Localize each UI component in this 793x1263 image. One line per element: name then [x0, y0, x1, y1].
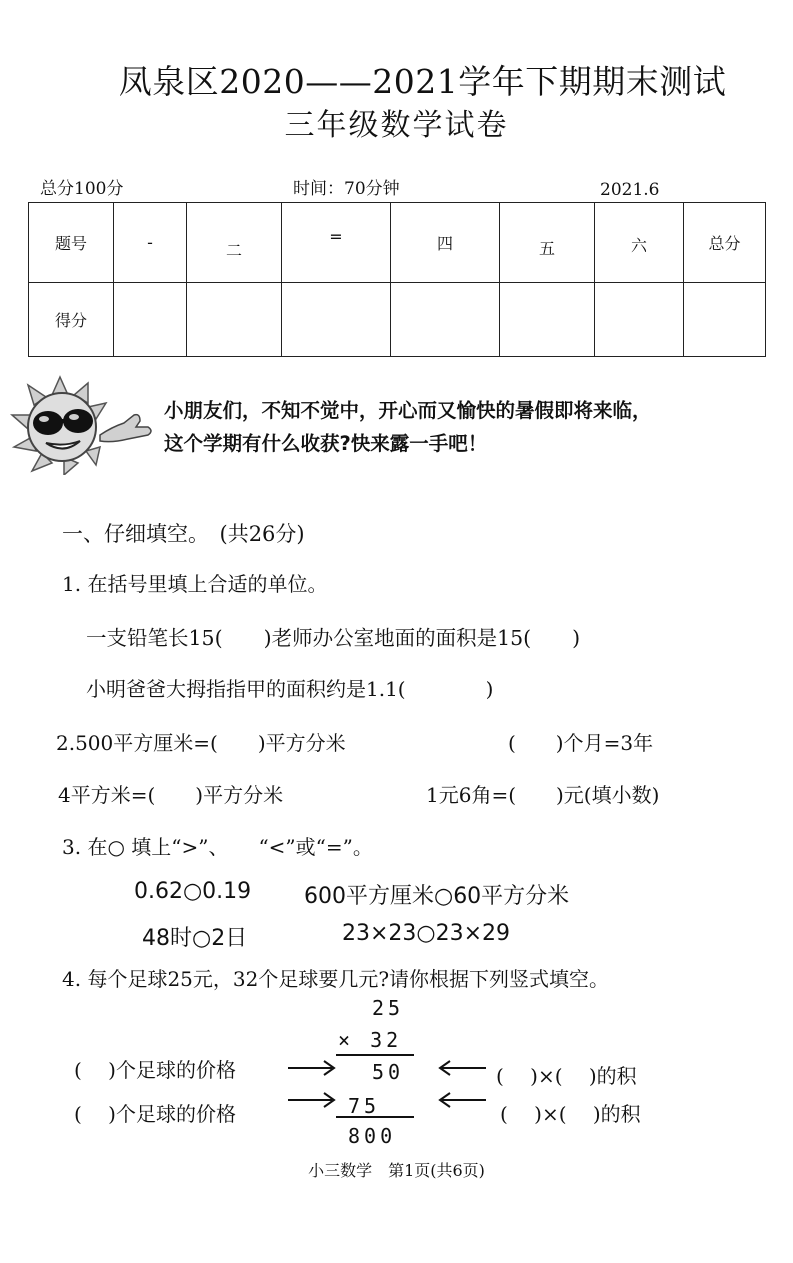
q4-stem: 4. 每个足球25元，32个足球要几元?请你根据下列竖式填空。: [62, 967, 610, 991]
arrow-right-icon: [286, 1058, 338, 1078]
q1-line1: 一支铅笔长15( )老师办公室地面的面积是15( ): [86, 626, 581, 650]
score-cell[interactable]: [684, 283, 766, 357]
q1-stem: 1. 在括号里填上合适的单位。: [62, 572, 328, 596]
sun-mascot-icon: [8, 375, 160, 475]
q3-item: 0.62○0.19: [134, 879, 252, 904]
q2-line1b: ( )个月=3年: [508, 731, 654, 755]
q4-right-label-1: ( )×( )的积: [496, 1064, 637, 1088]
arrow-left-icon: [436, 1058, 488, 1078]
intro-line-1: 小朋友们，不知不觉中，开心而又愉快的暑假即将来临，: [164, 399, 652, 422]
section1-heading: 一、仔细填空。 (共26分): [62, 522, 305, 546]
q2-line2b: 1元6角=( )元(填小数): [426, 783, 660, 807]
score-cell[interactable]: [500, 283, 595, 357]
q3-item: 48时○2日: [142, 926, 248, 951]
arrow-left-icon: [436, 1090, 488, 1110]
calc-partial-2: 75: [348, 1094, 381, 1118]
header-cell: 题号: [29, 203, 114, 283]
calc-rule: [336, 1054, 414, 1056]
score-table-header-row: [29, 203, 766, 283]
header-cell: 五: [500, 203, 595, 283]
total-score-label: 总分100分: [40, 179, 124, 199]
exam-subtitle: 三年级数学试卷: [284, 108, 509, 143]
q2-line2a: 4平方米=( )平方分米: [58, 783, 284, 807]
score-cell[interactable]: [187, 283, 282, 357]
q4-left-label-2: ( )个足球的价格: [74, 1102, 236, 1126]
score-cell[interactable]: [282, 283, 391, 357]
q4-left-label-1: ( )个足球的价格: [74, 1058, 236, 1082]
intro-line-2: 这个学期有什么收获?快来露一手吧！: [164, 432, 488, 455]
q3-stem: 3. 在○ 填上“>”、 “<”或“=”。: [62, 835, 373, 859]
calc-multiplicand: 25: [372, 996, 405, 1020]
score-table-score-row: [29, 283, 766, 357]
q1-line2: 小明爸爸大拇指指甲的面积约是1.1( ): [86, 677, 494, 701]
header-cell: 六: [595, 203, 684, 283]
exam-title: 凤泉区2020——2021学年下期期末测试: [118, 62, 727, 101]
header-cell: 四: [391, 203, 500, 283]
time-label: 时间：70分钟: [293, 179, 400, 199]
calc-multiplier: × 32: [338, 1028, 403, 1052]
score-table: [28, 202, 766, 357]
date-label: 2021.6: [600, 180, 660, 200]
q2-line1a: 2.500平方厘米=( )平方分米: [56, 731, 346, 755]
score-cell[interactable]: [391, 283, 500, 357]
calc-product: 800: [348, 1124, 397, 1148]
calc-rule: [336, 1116, 414, 1118]
header-cell: -: [114, 203, 187, 283]
arrow-right-icon: [286, 1090, 338, 1110]
score-cell[interactable]: [114, 283, 187, 357]
q4-right-label-2: ( )×( )的积: [500, 1102, 641, 1126]
score-row-label: 得分: [29, 283, 114, 357]
header-cell: 二: [187, 203, 282, 283]
page-footer: 小三数学 第1页(共6页): [308, 1161, 485, 1180]
header-cell: 总分: [684, 203, 766, 283]
score-cell[interactable]: [595, 283, 684, 357]
q3-item: 23×23○23×29: [342, 921, 511, 946]
calc-partial-1: 50: [372, 1060, 405, 1084]
header-cell: =: [282, 203, 391, 283]
q3-item: 600平方厘米○60平方分米: [304, 884, 570, 909]
